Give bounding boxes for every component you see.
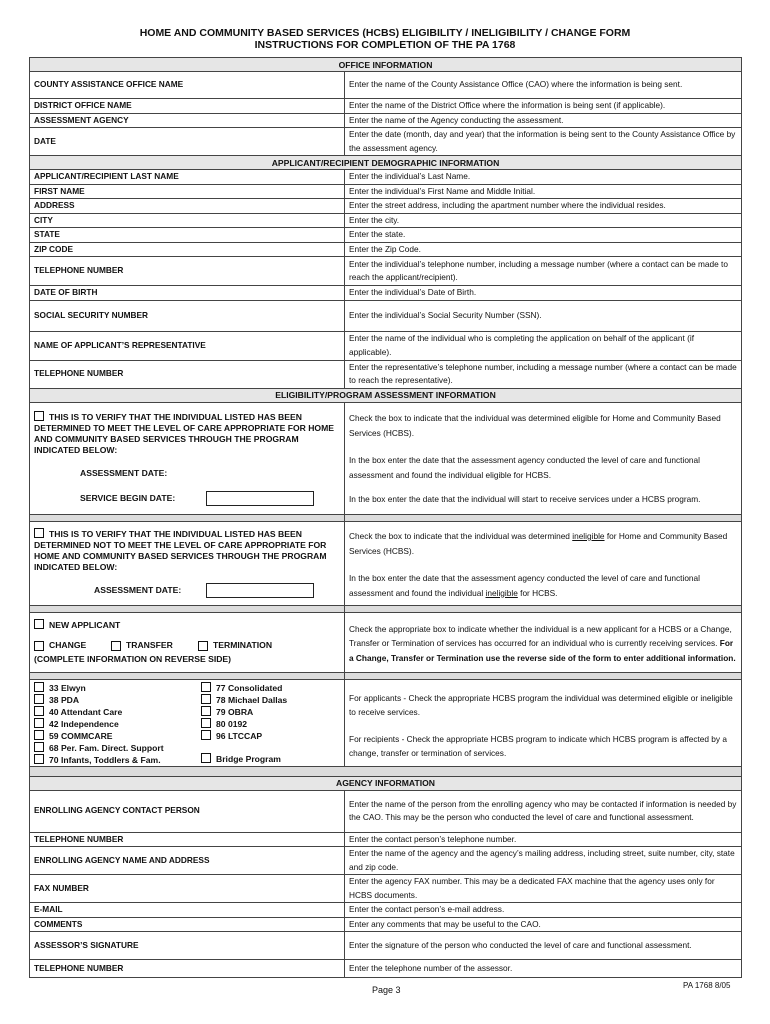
section-office-information: OFFICE INFORMATION [30,58,742,72]
field-instruction: Enter the individual’s First Name and Middle Initial. [345,184,742,199]
ineligible-block [30,521,345,605]
service-begin-date-input[interactable] [206,491,314,506]
field-label: FAX NUMBER [30,875,345,903]
program-option[interactable]: Bridge Program [201,753,340,765]
field-label: ENROLLING AGENCY NAME AND ADDRESS [30,847,345,875]
program-column-right [173,682,340,766]
form-subtitle: INSTRUCTIONS FOR COMPLETION OF THE PA 1768 [254,39,516,51]
section-agency-information: AGENCY INFORMATION [30,776,742,790]
field-instruction: Enter the name of the County Assistance Office (CAO) where the information is being sent. [345,72,742,99]
termination-checkbox[interactable] [198,641,208,651]
field-label: SOCIAL SECURITY NUMBER [30,300,345,331]
change-checkbox[interactable] [34,641,44,651]
field-instruction: Enter the Zip Code. [345,242,742,257]
change-label: CHANGE [49,640,87,650]
program-option[interactable]: 96 LTCCAP [201,730,340,742]
reverse-side-note: (COMPLETE INFORMATION ON REVERSE SIDE) [34,654,232,664]
field-instruction: Enter the street address, including the apartment number where the individual resides. [345,199,742,214]
program-list [30,679,345,766]
transfer-label: TRANSFER [126,640,173,650]
eligible-statement: THIS IS TO VERIFY THAT THE INDIVIDUAL LISTED HAS BEEN DETERMINED TO MEET THE LEVEL OF CARE APPROPRIATE FOR HOME AND COMMUNITY BASED SERVICES THROUGH THE PROGRAM INDICATED BELOW: [34,411,335,455]
field-label: COUNTY ASSISTANCE OFFICE NAME [30,72,345,99]
ineligible-instruction-1: Check the box to indicate that the individual was determined ineligible for Home and Community Based Services (HCBS). [349,531,728,556]
new-applicant-label: NEW APPLICANT [49,620,121,630]
eligible-checkbox[interactable] [34,411,44,421]
applicant-type-instruction: Check the appropriate box to indicate whether the individual is a new applicant for a HCBS or a Change, Transfer or Termination of services has occurred for an individual who is currently receiving services. For a Change, Transfer or Termination use the reverse side of the form to enter additional information. [345,612,742,672]
field-instruction: Enter the name of the District Office where the information is being sent (if applicable). [345,99,742,114]
field-instruction: Enter the state. [345,228,742,243]
field-instruction: Enter the name of the Agency conducting the assessment. [345,113,742,128]
eligible-instruction-1: Check the box to indicate that the individual was determined eligible for Home and Community Based Services (HCBS). [349,413,721,438]
field-instruction: Enter the individual’s Date of Birth. [345,286,742,301]
ineligible-statement: THIS IS TO VERIFY THAT THE INDIVIDUAL LISTED HAS BEEN DETERMINED NOT TO MEET THE LEVEL OF CARE APPROPRIATE FOR HOME AND COMMUNITY BASED SERVICES THROUGH THE PROGRAM INDICATED BELOW: [34,529,327,572]
program-option[interactable]: 80 0192 [201,718,340,730]
field-label: APPLICANT/RECIPIENT LAST NAME [30,170,345,185]
section-demographic-information: APPLICANT/RECIPIENT DEMOGRAPHIC INFORMATION [30,156,742,170]
applicant-type-block [30,612,345,672]
program-option[interactable]: 38 PDA [34,694,173,706]
field-instruction: Enter the individual’s Social Security Number (SSN). [345,300,742,331]
instructions-table [29,57,742,978]
field-instruction: Enter the individual’s Last Name. [345,170,742,185]
ineligible-checkbox[interactable] [34,528,44,538]
field-instruction: Enter the name of the individual who is completing the application on behalf of the applicant (if applicable). [345,331,742,360]
program-option[interactable]: 68 Per. Fam. Direct. Support [34,742,173,754]
field-instruction: Enter the individual’s telephone number, including a message number (where a contact can be made to reach the applicant/recipient). [345,257,742,286]
ineligible-assessment-date-input[interactable] [206,583,314,598]
field-instruction: Enter the telephone number of the assessor. [345,960,742,978]
program-option[interactable]: 59 COMMCARE [34,730,173,742]
ineligible-instruction-2: In the box enter the date that the assessment agency conducted the level of care and functional assessment and found the individual ineligible for HCBS. [349,573,701,598]
field-label: COMMENTS [30,917,345,932]
program-option[interactable]: 79 OBRA [201,706,340,718]
form-identifier: PA 1768 8/05 [683,981,731,990]
field-instruction: Enter the name of the agency and the agency’s mailing address, including street, suite number, city, state and zip code. [345,847,742,875]
service-begin-date-label: SERVICE BEGIN DATE: [80,492,176,503]
program-column-left [34,682,173,766]
field-label: TELEPHONE NUMBER [30,960,345,978]
field-label: ASSESSOR’S SIGNATURE [30,932,345,960]
section-eligibility-information: ELIGIBILITY/PROGRAM ASSESSMENT INFORMATION [30,388,742,402]
field-instruction: Enter the city. [345,213,742,228]
field-instruction: Enter the contact person’s telephone number. [345,832,742,847]
eligible-block [30,402,345,514]
program-option[interactable]: 78 Michael Dallas [201,694,340,706]
field-label: TELEPHONE NUMBER [30,257,345,286]
field-label: CITY [30,213,345,228]
field-label: TELEPHONE NUMBER [30,360,345,388]
field-label: STATE [30,228,345,243]
ineligible-assessment-date-label: ASSESSMENT DATE: [94,585,182,595]
field-label: ENROLLING AGENCY CONTACT PERSON [30,790,345,832]
page-number: Page 3 [372,985,401,995]
program-instruction-applicants: For applicants - Check the appropriate HCBS program the individual was determined eligible or ineligible to receive services. [349,692,733,717]
field-instruction: Enter the date (month, day and year) that the information is being sent to the County Assistance Office by the assessment agency. [345,128,742,156]
field-instruction: Enter the contact person’s e-mail address. [345,903,742,918]
field-label: FIRST NAME [30,184,345,199]
field-label: ASSESSMENT AGENCY [30,113,345,128]
field-label: TELEPHONE NUMBER [30,832,345,847]
program-option[interactable]: 77 Consolidated [201,682,340,694]
assessment-date-label: ASSESSMENT DATE: [80,467,168,478]
field-label: ADDRESS [30,199,345,214]
field-instruction: Enter any comments that may be useful to the CAO. [345,917,742,932]
field-instruction: Enter the signature of the person who conducted the level of care and functional assessment. [345,932,742,960]
program-option[interactable]: 33 Elwyn [34,682,173,694]
field-label: E-MAIL [30,903,345,918]
form-title: HOME AND COMMUNITY BASED SERVICES (HCBS) ELIGIBILITY / INELIGIBILITY / CHANGE FORM [139,27,631,39]
eligible-instruction-2: In the box enter the date that the assessment agency conducted the level of care and functional assessment and found the individual eligible for HCBS. [349,455,701,480]
transfer-checkbox[interactable] [111,641,121,651]
program-instruction-recipients: For recipients - Check the appropriate HCBS program to indicate which HCBS program is affected by a change, transfer or termination of services. [349,733,727,758]
field-label: ZIP CODE [30,242,345,257]
field-label: DATE OF BIRTH [30,286,345,301]
program-option[interactable]: 40 Attendant Care [34,706,173,718]
field-label: DISTRICT OFFICE NAME [30,99,345,114]
termination-label: TERMINATION [213,640,273,650]
field-instruction: Enter the representative’s telephone number, including a message number (where a contact can be made to reach the representative). [345,360,742,388]
field-instruction: Enter the name of the person from the enrolling agency who may be contacted if information is needed by the CAO. This may be the person who conducted the level of care and functional assessment. [345,790,742,832]
field-instruction: Enter the agency FAX number. This may be a dedicated FAX machine that the agency uses only for HCBS documents. [345,875,742,903]
field-label: NAME OF APPLICANT’S REPRESENTATIVE [30,331,345,360]
program-option[interactable]: 70 Infants, Toddlers & Fam. [34,754,173,766]
new-applicant-checkbox[interactable] [34,619,44,629]
program-option[interactable]: 42 Independence [34,718,173,730]
eligible-instruction-3: In the box enter the date that the individual will start to receive services under a HCBS program. [349,494,701,505]
field-label: DATE [30,128,345,156]
